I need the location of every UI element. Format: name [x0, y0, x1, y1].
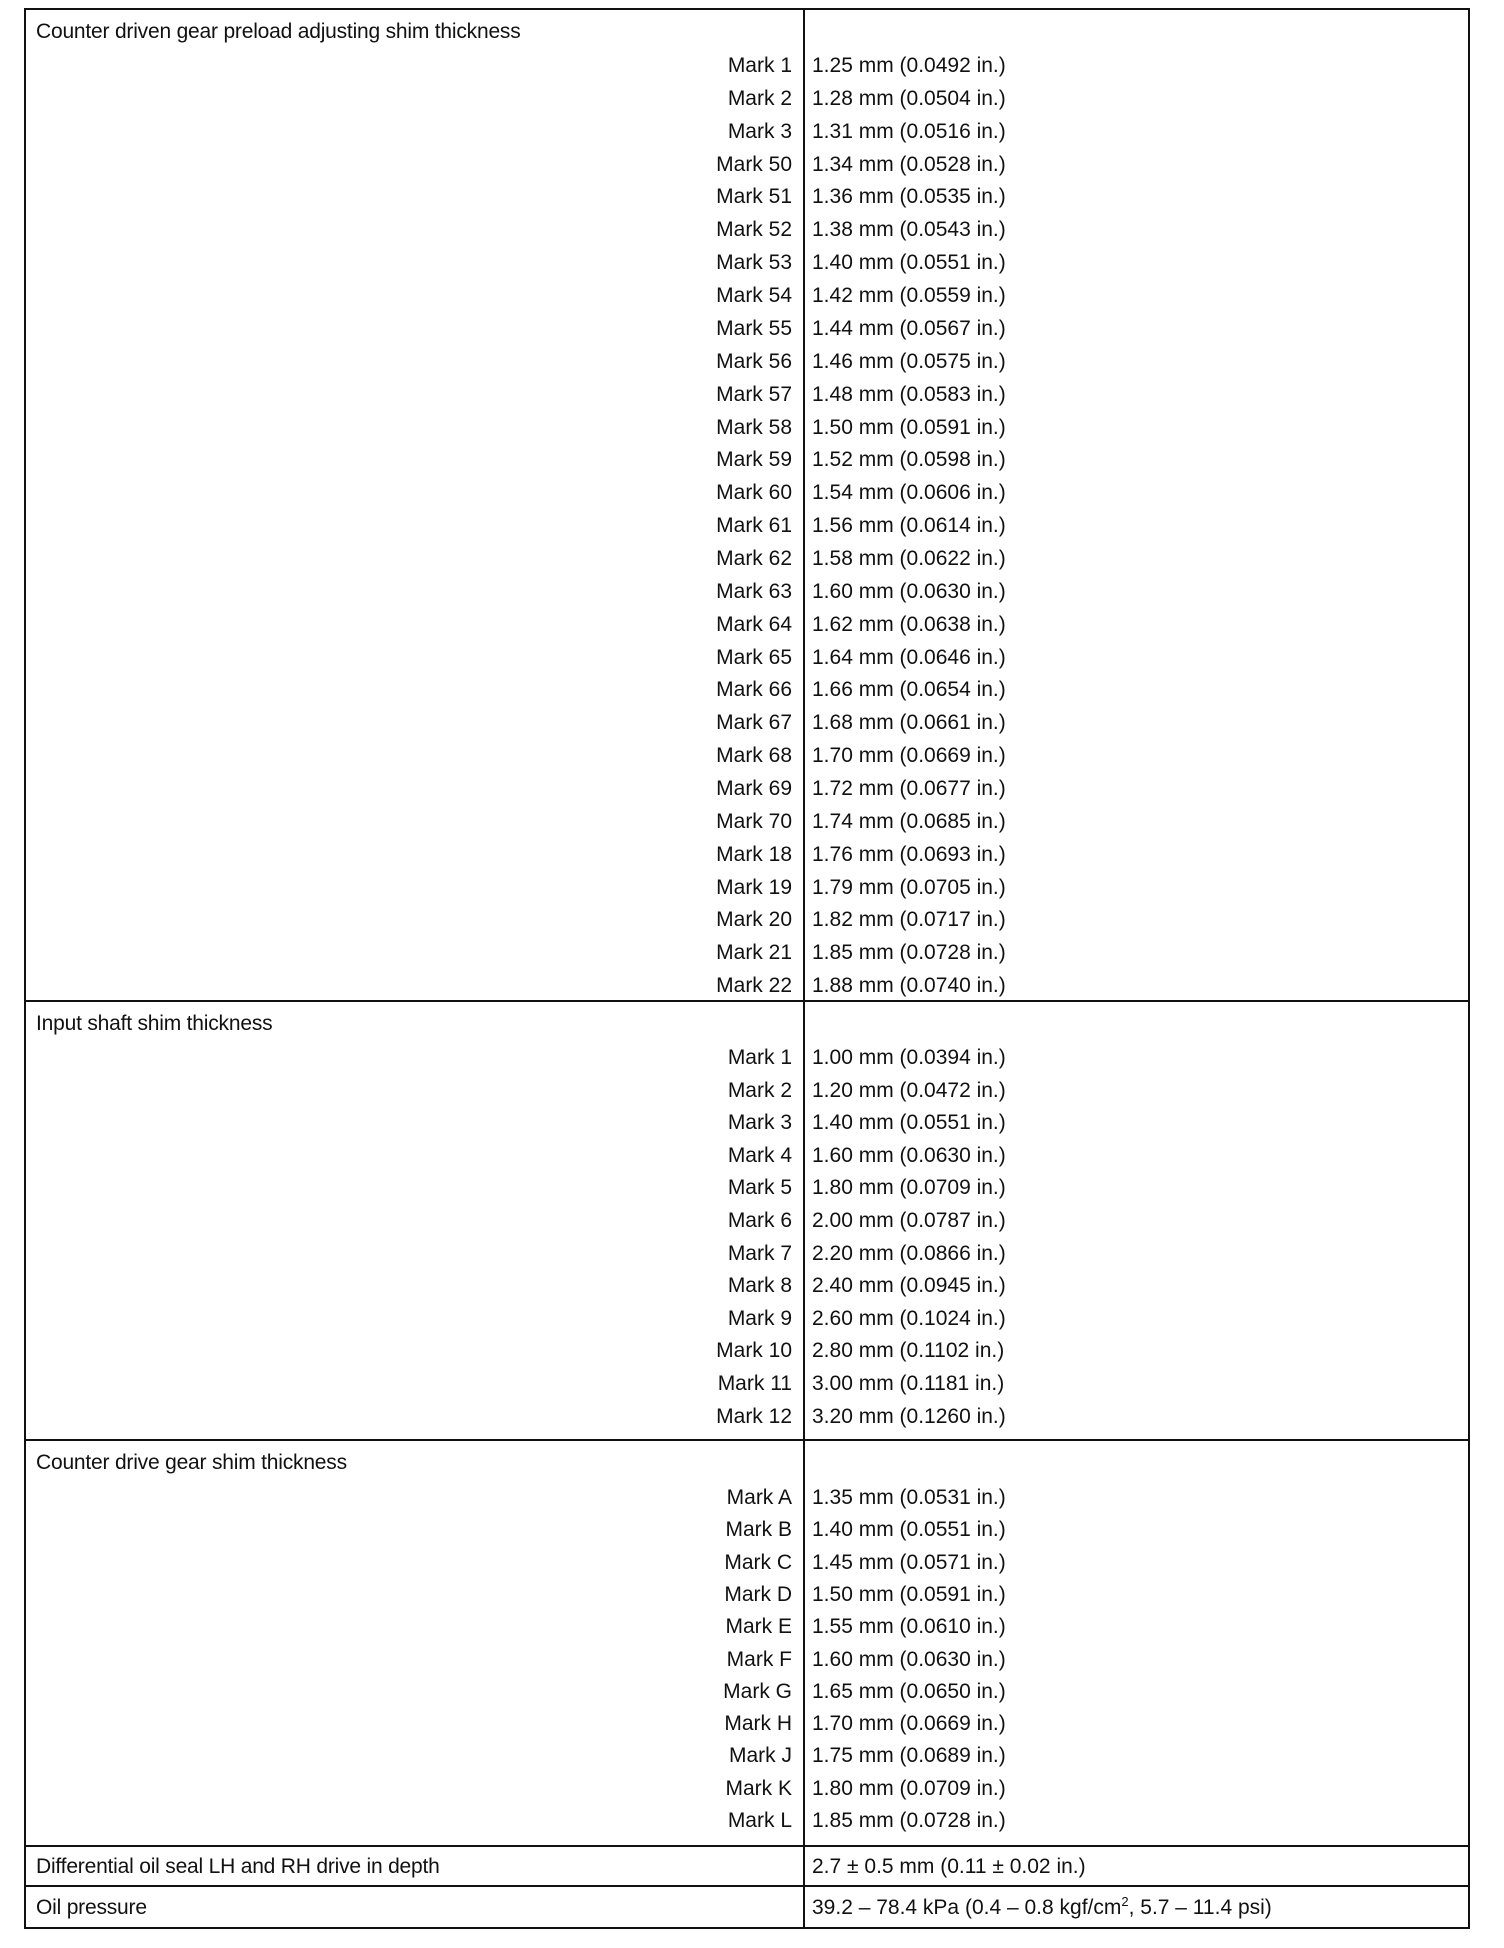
- mark-value: 1.45 mm (0.0571 in.): [812, 1550, 1006, 1574]
- mark-label: Mark 5: [727, 1176, 792, 1200]
- mark-value: 2.20 mm (0.0866 in.): [812, 1241, 1006, 1265]
- row-label-cell: [26, 1847, 805, 1885]
- row-value: 2.7 ± 0.5 mm (0.11 ± 0.02 in.): [812, 1855, 1086, 1878]
- mark-label: Mark 19: [716, 875, 792, 899]
- section-input-shaft: [26, 1002, 1468, 1441]
- mark-value: 1.85 mm (0.0728 in.): [812, 941, 1006, 965]
- mark-value: 1.00 mm (0.0394 in.): [812, 1046, 1006, 1069]
- value-text: , 5.7 – 11.4 psi): [1128, 1896, 1272, 1919]
- mark-value: 1.56 mm (0.0614 in.): [812, 514, 1006, 537]
- mark-label: Mark 18: [716, 842, 792, 866]
- mark-value: 1.31 mm (0.0516 in.): [812, 119, 1006, 143]
- mark-value: 1.50 mm (0.0591 in.): [812, 1582, 1006, 1606]
- mark-label: Mark 68: [716, 744, 792, 768]
- mark-label: Mark 66: [716, 678, 792, 702]
- mark-value: 1.85 mm (0.0728 in.): [812, 1809, 1006, 1832]
- row-differential-oil-seal: [26, 1847, 1468, 1887]
- mark-value: 2.80 mm (0.1102 in.): [812, 1339, 1005, 1363]
- mark-label: Mark L: [727, 1809, 792, 1832]
- section-heading: Input shaft shim thickness: [36, 1012, 273, 1035]
- mark-label: Mark 9: [727, 1306, 792, 1330]
- mark-value: 1.76 mm (0.0693 in.): [812, 842, 1006, 866]
- mark-value: 1.34 mm (0.0528 in.): [812, 152, 1006, 176]
- mark-label: Mark 56: [716, 349, 792, 373]
- mark-value: 2.40 mm (0.0945 in.): [812, 1274, 1006, 1298]
- row-value-cell: [805, 1887, 1468, 1927]
- mark-label: Mark 63: [716, 579, 792, 603]
- section-labels: [26, 10, 805, 1000]
- mark-label: Mark 10: [716, 1339, 792, 1363]
- mark-value: 1.60 mm (0.0630 in.): [812, 1647, 1006, 1671]
- mark-value: 1.80 mm (0.0709 in.): [812, 1776, 1006, 1800]
- mark-label: Mark 7: [727, 1241, 792, 1265]
- mark-value: 3.00 mm (0.1181 in.): [812, 1372, 1005, 1395]
- mark-label: Mark 54: [716, 284, 792, 307]
- section-heading: Counter driven gear preload adjusting shim thickness: [36, 20, 521, 43]
- mark-value: 1.20 mm (0.0472 in.): [812, 1078, 1006, 1102]
- mark-label: Mark 57: [716, 382, 792, 406]
- mark-label: Mark 58: [716, 415, 792, 439]
- mark-value: 1.88 mm (0.0740 in.): [812, 974, 1006, 998]
- section-labels: [26, 1441, 805, 1845]
- mark-label: Mark 3: [727, 119, 792, 143]
- mark-label: Mark B: [725, 1518, 792, 1542]
- mark-value: 1.36 mm (0.0535 in.): [812, 185, 1006, 209]
- mark-label: Mark 61: [716, 514, 792, 537]
- mark-value: 1.68 mm (0.0661 in.): [812, 711, 1006, 735]
- mark-value: 1.50 mm (0.0591 in.): [812, 415, 1006, 439]
- mark-label: Mark J: [729, 1744, 792, 1768]
- mark-label: Mark A: [726, 1486, 792, 1509]
- mark-label: Mark 2: [727, 1078, 792, 1102]
- mark-value: 1.55 mm (0.0610 in.): [812, 1615, 1006, 1639]
- mark-label: Mark 50: [716, 152, 792, 176]
- mark-value: 3.20 mm (0.1260 in.): [812, 1404, 1006, 1428]
- mark-label: Mark D: [724, 1582, 792, 1606]
- mark-label: Mark 20: [716, 908, 792, 932]
- section-counter-driven-gear: [26, 10, 1468, 1002]
- mark-value: 1.75 mm (0.0689 in.): [812, 1744, 1006, 1768]
- row-label: Differential oil seal LH and RH drive in depth: [36, 1855, 440, 1878]
- mark-value: 1.66 mm (0.0654 in.): [812, 678, 1006, 702]
- mark-label: Mark 11: [717, 1372, 792, 1395]
- row-label: Oil pressure: [36, 1896, 147, 1919]
- mark-value: 1.80 mm (0.0709 in.): [812, 1176, 1006, 1200]
- mark-label: Mark 22: [716, 974, 792, 998]
- section-values: [805, 1002, 1468, 1439]
- row-value-cell: [805, 1847, 1468, 1885]
- mark-value: 1.82 mm (0.0717 in.): [812, 908, 1006, 932]
- row-value: [812, 1896, 1272, 1920]
- mark-label: Mark 60: [716, 481, 792, 505]
- section-values: [805, 10, 1468, 1000]
- mark-value: 1.62 mm (0.0638 in.): [812, 612, 1006, 636]
- row-label-cell: [26, 1887, 805, 1927]
- mark-label: Mark H: [724, 1712, 792, 1736]
- value-superscript: 2: [1121, 1894, 1129, 1909]
- mark-label: Mark K: [725, 1776, 792, 1800]
- mark-value: 1.58 mm (0.0622 in.): [812, 546, 1006, 570]
- mark-label: Mark 55: [716, 316, 792, 340]
- section-labels: [26, 1002, 805, 1439]
- mark-label: Mark 3: [727, 1111, 792, 1135]
- mark-label: Mark 59: [716, 448, 792, 472]
- mark-value: 1.65 mm (0.0650 in.): [812, 1679, 1006, 1703]
- mark-label: Mark 12: [716, 1404, 792, 1428]
- mark-label: Mark 21: [716, 941, 792, 965]
- section-values: [805, 1441, 1468, 1845]
- mark-label: Mark 1: [727, 54, 792, 77]
- mark-label: Mark 51: [716, 185, 792, 209]
- mark-label: Mark 52: [716, 218, 792, 242]
- mark-label: Mark 53: [716, 251, 792, 275]
- mark-label: Mark E: [725, 1615, 792, 1639]
- mark-value: 1.40 mm (0.0551 in.): [812, 1518, 1006, 1542]
- mark-label: Mark F: [726, 1647, 792, 1671]
- mark-value: 1.40 mm (0.0551 in.): [812, 251, 1006, 275]
- mark-value: 1.42 mm (0.0559 in.): [812, 284, 1006, 307]
- mark-label: Mark 62: [716, 546, 792, 570]
- mark-label: Mark 2: [727, 86, 792, 110]
- mark-label: Mark 1: [727, 1046, 792, 1069]
- mark-value: 1.38 mm (0.0543 in.): [812, 218, 1006, 242]
- mark-value: 1.74 mm (0.0685 in.): [812, 809, 1006, 833]
- mark-label: Mark C: [724, 1550, 792, 1574]
- mark-value: 2.60 mm (0.1024 in.): [812, 1306, 1006, 1330]
- mark-label: Mark 4: [727, 1143, 792, 1167]
- mark-value: 2.00 mm (0.0787 in.): [812, 1209, 1006, 1232]
- section-counter-drive-gear: [26, 1441, 1468, 1847]
- mark-value: 1.44 mm (0.0567 in.): [812, 316, 1006, 340]
- mark-label: Mark 8: [727, 1274, 792, 1298]
- mark-value: 1.72 mm (0.0677 in.): [812, 776, 1006, 800]
- mark-label: Mark 64: [716, 612, 792, 636]
- mark-label: Mark 69: [716, 776, 792, 800]
- mark-value: 1.70 mm (0.0669 in.): [812, 744, 1006, 768]
- mark-label: Mark 6: [727, 1209, 792, 1232]
- mark-value: 1.46 mm (0.0575 in.): [812, 349, 1006, 373]
- mark-value: 1.60 mm (0.0630 in.): [812, 579, 1006, 603]
- row-oil-pressure: [26, 1887, 1468, 1927]
- mark-value: 1.52 mm (0.0598 in.): [812, 448, 1006, 472]
- mark-value: 1.40 mm (0.0551 in.): [812, 1111, 1006, 1135]
- mark-value: 1.79 mm (0.0705 in.): [812, 875, 1006, 899]
- mark-label: Mark G: [723, 1679, 792, 1703]
- mark-label: Mark 67: [716, 711, 792, 735]
- mark-value: 1.35 mm (0.0531 in.): [812, 1486, 1006, 1509]
- value-text: 39.2 – 78.4 kPa (0.4 – 0.8 kgf/cm: [812, 1896, 1122, 1919]
- mark-value: 1.64 mm (0.0646 in.): [812, 645, 1006, 669]
- mark-value: 1.60 mm (0.0630 in.): [812, 1143, 1006, 1167]
- mark-value: 1.70 mm (0.0669 in.): [812, 1712, 1006, 1736]
- mark-label: Mark 70: [716, 809, 792, 833]
- section-heading: Counter drive gear shim thickness: [36, 1451, 347, 1474]
- mark-value: 1.25 mm (0.0492 in.): [812, 54, 1006, 77]
- spec-table: [24, 8, 1470, 1929]
- mark-value: 1.54 mm (0.0606 in.): [812, 481, 1006, 505]
- mark-label: Mark 65: [716, 645, 792, 669]
- mark-value: 1.48 mm (0.0583 in.): [812, 382, 1006, 406]
- mark-value: 1.28 mm (0.0504 in.): [812, 86, 1006, 110]
